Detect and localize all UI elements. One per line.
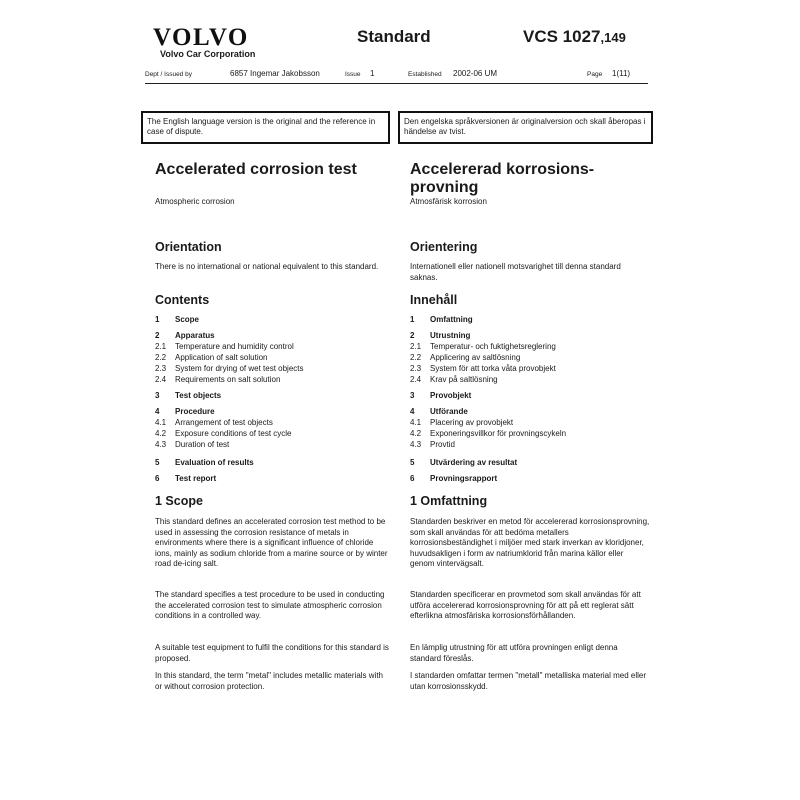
dept-label: Dept / Issued by <box>145 71 192 78</box>
sv-toc-item <box>410 458 517 467</box>
en-toc-label: Evaluation of results <box>175 458 254 467</box>
header-rule <box>145 83 648 84</box>
sv-toc-number: 2.4 <box>410 375 422 384</box>
en-toc-label: Procedure <box>175 407 215 416</box>
notice-en: The English language version is the original and the reference in case of dispute. <box>141 111 390 144</box>
en-toc-number: 2.2 <box>155 353 167 362</box>
en-toc-label: Requirements on salt solution <box>175 375 281 384</box>
en-toc-label: System for drying of wet test objects <box>175 364 304 373</box>
en-toc-item <box>155 364 304 373</box>
paragraph-en-1: This standard defines an accelerated corrosion test method to be used in assessing the corrosion resistance of metals in environments where there is a significant influence of chloride ions, mainly as sodium chloride from a marine source or by winter road de-icing salt. <box>155 517 388 568</box>
volvo-logo: VOLVO <box>153 24 249 51</box>
page-value-text: 1(11) <box>612 69 631 78</box>
en-toc-number: 2 <box>155 331 160 340</box>
en-toc-number: 2.3 <box>155 364 167 373</box>
sv-toc-number: 2.2 <box>410 353 422 362</box>
corporation-name: Volvo Car Corporation <box>160 49 256 59</box>
en-toc-item <box>155 375 280 384</box>
en-toc-number: 4.2 <box>155 429 167 438</box>
en-toc-item <box>155 429 292 438</box>
orientation-heading-en: Orientation <box>155 240 222 254</box>
sv-toc-label: Applicering av saltlösning <box>430 353 521 362</box>
sv-toc-item <box>410 474 497 483</box>
title-en: Accelerated corrosion test <box>155 161 357 178</box>
standard-code-suffix: ,149 <box>600 30 626 45</box>
sv-toc-label: Provtid <box>430 440 455 449</box>
page-value <box>612 69 630 78</box>
en-toc-number: 4.3 <box>155 440 167 449</box>
sv-toc-item <box>410 375 498 384</box>
en-toc-number: 6 <box>155 474 160 483</box>
en-toc-label: Scope <box>175 315 200 324</box>
orientation-text-en: There is no international or national equivalent to this standard. <box>155 262 379 271</box>
title-sv: Accelererad korrosions-provning <box>410 161 595 196</box>
en-toc-number: 4.1 <box>155 418 167 427</box>
en-toc-number: 1 <box>155 315 160 324</box>
sv-toc-number: 3 <box>410 391 415 400</box>
en-toc-label: Apparatus <box>175 331 215 340</box>
en-toc-number: 2.4 <box>155 375 167 384</box>
paragraph-sv-4: I standarden omfattar termen "metall" metalliska material med eller utan korrosionsskydd. <box>410 671 646 691</box>
sv-toc-number: 1 <box>410 315 415 324</box>
orientation-heading-sv: Orientering <box>410 240 478 254</box>
doc-type: Standard <box>357 27 431 46</box>
issue-value-text: 1 <box>370 69 375 78</box>
sv-toc-label: Exponeringsvillkor för provningscykeln <box>430 429 567 438</box>
standard-code-main: VCS 1027 <box>523 27 601 46</box>
sv-toc-label: Krav på saltlösning <box>430 375 498 384</box>
scope-heading-sv: 1 Omfattning <box>410 494 488 508</box>
paragraph-en-4: In this standard, the term "metal" includes metallic materials with or without corrosion protection. <box>155 671 383 691</box>
en-toc-item <box>155 474 216 483</box>
en-toc-item <box>155 353 268 362</box>
en-toc-item <box>155 342 294 351</box>
contents-heading-en: Contents <box>155 293 210 307</box>
sv-toc-item <box>410 429 566 438</box>
sv-toc-number: 2 <box>410 331 415 340</box>
sv-toc-number: 2.1 <box>410 342 422 351</box>
subtitle-sv: Atmosfärisk korrosion <box>410 197 487 206</box>
sv-toc-label: Provobjekt <box>430 391 472 400</box>
en-toc-item <box>155 315 199 324</box>
en-toc-label: Temperature and humidity control <box>175 342 294 351</box>
sv-toc-label: Provningsrapport <box>430 474 498 483</box>
sv-toc-label: Temperatur- och fuktighetsreglering <box>430 342 556 351</box>
paragraph-sv-3: En lämplig utrustning för att utföra provningen enligt denna standard föreslås. <box>410 643 618 663</box>
en-toc-label: Arrangement of test objects <box>175 418 273 427</box>
sv-toc-label: Placering av provobjekt <box>430 418 514 427</box>
en-toc-number: 3 <box>155 391 160 400</box>
paragraph-sv-1: Standarden beskriver en metod för accelererad korrosionsprovning, som skall användas för att bedöma metallers korrosionsbeständighet i miljöer med stark inverkan av kloridjoner, huvudsakligen i form av natriumklorid från marina källor eller genom vintervägsalt. <box>410 517 650 568</box>
en-toc-item <box>155 407 215 416</box>
sv-toc-item <box>410 440 455 449</box>
en-toc-number: 4 <box>155 407 160 416</box>
sv-toc-number: 2.3 <box>410 364 422 373</box>
paragraph-en-3: A suitable test equipment to fulfil the conditions for this standard is proposed. <box>155 643 389 663</box>
sv-toc-number: 4.2 <box>410 429 422 438</box>
en-toc-label: Duration of test <box>175 440 230 449</box>
sv-toc-label: System för att torka våta provobjekt <box>430 364 556 373</box>
sv-toc-item <box>410 315 473 324</box>
sv-toc-label: Utrustning <box>430 331 471 340</box>
sv-toc-item <box>410 391 471 400</box>
sv-toc-item <box>410 418 513 427</box>
sv-toc-item <box>410 331 470 340</box>
sv-toc-label: Omfattning <box>430 315 473 324</box>
dept-value <box>230 69 320 78</box>
sv-toc-number: 4.1 <box>410 418 422 427</box>
en-toc-label: Test report <box>175 474 217 483</box>
en-toc-label: Application of salt solution <box>175 353 268 362</box>
issue-value <box>370 69 374 78</box>
sv-toc-number: 6 <box>410 474 415 483</box>
sv-toc-label: Utvärdering av resultat <box>430 458 518 467</box>
en-toc-item <box>155 391 221 400</box>
en-toc-label: Exposure conditions of test cycle <box>175 429 292 438</box>
en-toc-number: 5 <box>155 458 160 467</box>
sv-toc-item <box>410 364 556 373</box>
standard-code <box>523 27 626 47</box>
established-label: Established <box>408 71 442 78</box>
paragraph-sv-2: Standarden specificerar en provmetod som skall användas för att utföra accelererad korrosionsprovning för att på ett reglerat sätt efterlikna atmosfäriska korrosionsförhållanden. <box>410 590 641 620</box>
sv-toc-number: 5 <box>410 458 415 467</box>
sv-toc-item <box>410 407 468 416</box>
en-toc-item <box>155 458 254 467</box>
sv-toc-number: 4.3 <box>410 440 422 449</box>
sv-toc-number: 4 <box>410 407 415 416</box>
established-value-text: 2002-06 UM <box>453 69 498 78</box>
sv-toc-item <box>410 342 556 351</box>
en-toc-item <box>155 418 273 427</box>
orientation-text-sv: Internationell eller nationell motsvarighet till denna standard saknas. <box>410 262 621 282</box>
subtitle-en: Atmospheric corrosion <box>155 197 235 206</box>
en-toc-number: 2.1 <box>155 342 167 351</box>
sv-toc-item <box>410 353 520 362</box>
notice-sv: Den engelska språkversionen är originalversion och skall åberopas i händelse av tvist. <box>398 111 653 144</box>
en-toc-label: Test objects <box>175 391 222 400</box>
dept-value-text: 6857 Ingemar Jakobsson <box>230 69 320 78</box>
established-value <box>453 69 497 78</box>
sv-toc-label: Utförande <box>430 407 468 416</box>
scope-heading-en: 1 Scope <box>155 494 203 508</box>
page-label: Page <box>587 71 603 78</box>
contents-heading-sv: Innehåll <box>410 293 458 307</box>
paragraph-en-2: The standard specifies a test procedure to be used in conducting the accelerated corrosion test to simulate atmospheric corrosion conditions in a controlled way. <box>155 590 385 620</box>
issue-label: Issue <box>345 71 361 78</box>
en-toc-item <box>155 440 229 449</box>
en-toc-item <box>155 331 215 340</box>
